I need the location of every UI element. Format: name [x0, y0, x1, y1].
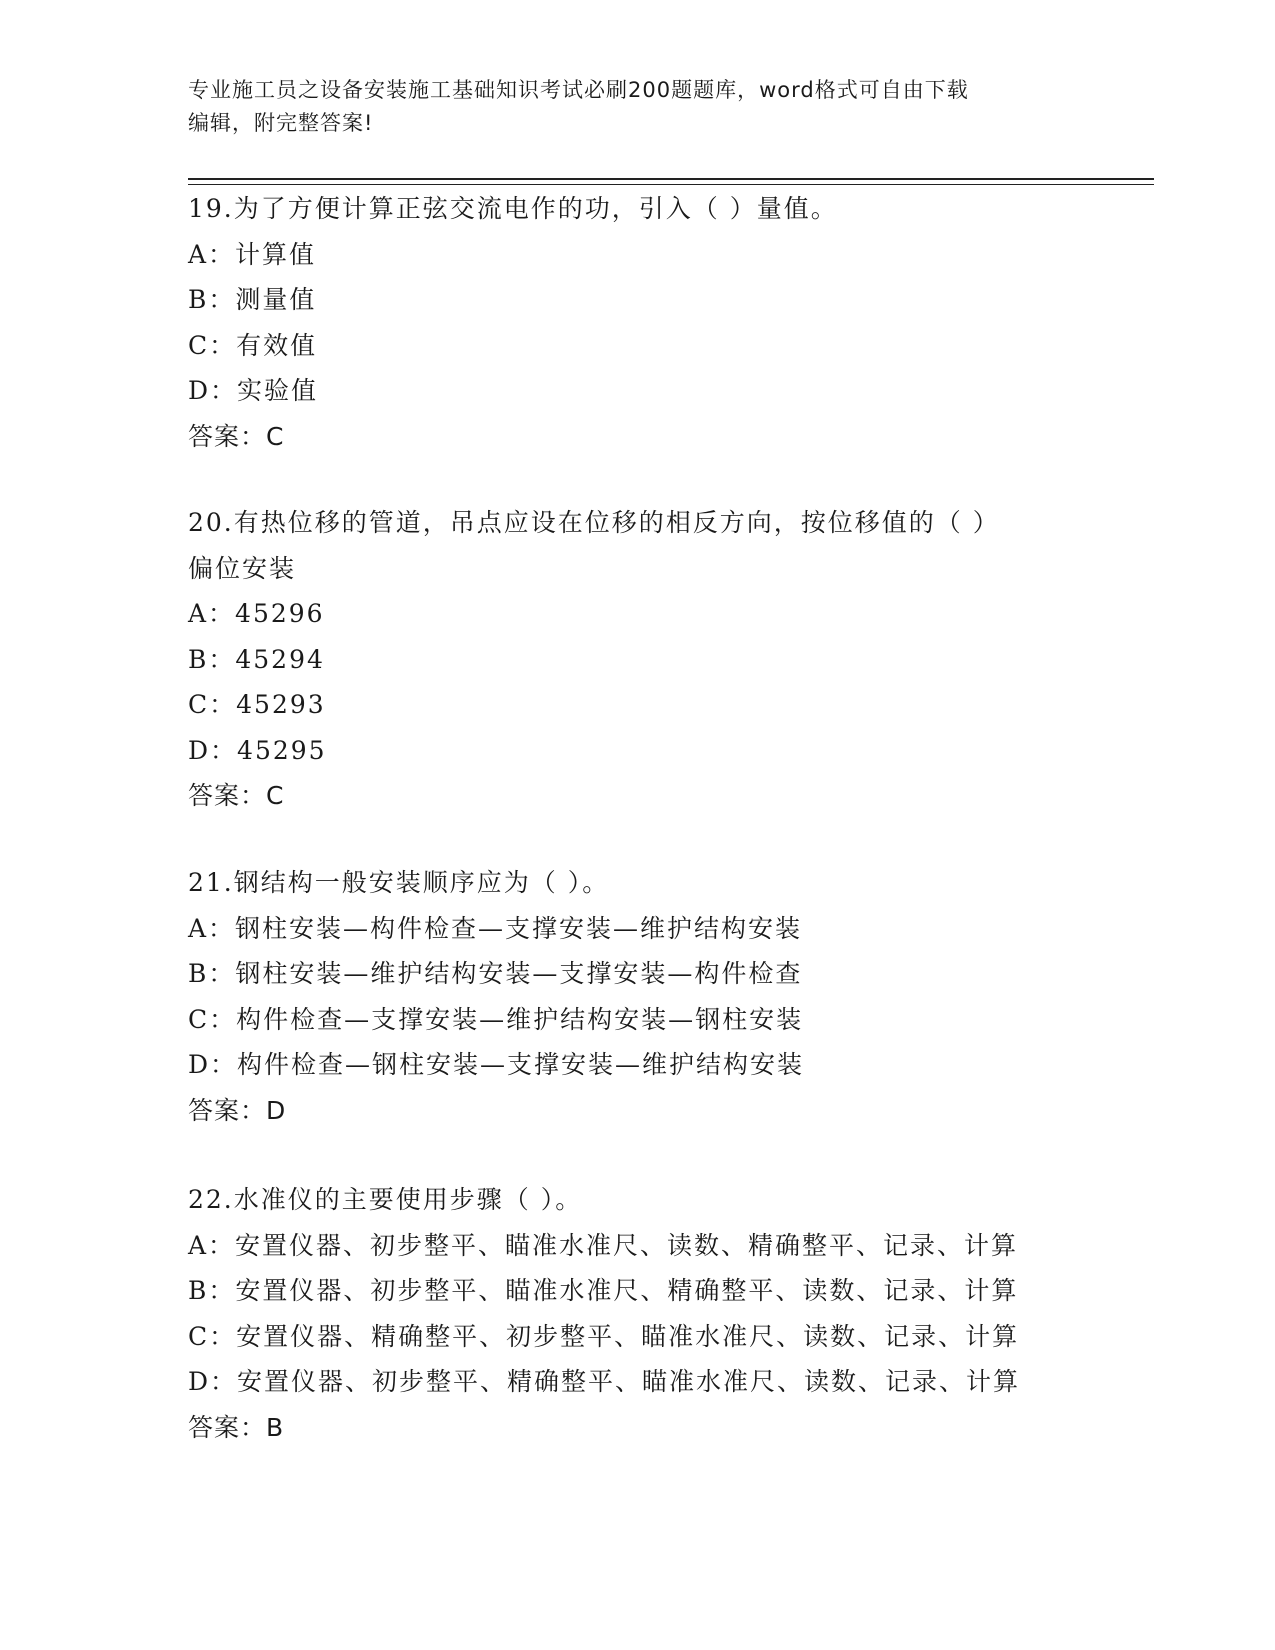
- question-stem: 22.水准仪的主要使用步骤（ ）。: [188, 1185, 583, 1214]
- question-stem-line-1: 20.有热位移的管道，吊点应设在位移的相反方向，按位移值的（ ）: [188, 508, 1000, 537]
- option-d: D：实验值: [188, 376, 319, 405]
- header-divider-thin: [188, 184, 1154, 185]
- header-divider-thick: [188, 178, 1154, 180]
- option-c: C：45293: [188, 690, 326, 719]
- answer: 答案：D: [188, 1095, 287, 1125]
- option-b: B：安置仪器、初步整平、瞄准水准尺、精确整平、读数、记录、计算: [188, 1276, 1019, 1305]
- option-c: C：构件检查—支撑安装—维护结构安装—钢柱安装: [188, 1004, 804, 1034]
- option-b: B：45294: [188, 644, 325, 674]
- document-header: [188, 74, 1068, 140]
- option-a: A：安置仪器、初步整平、瞄准水准尺、读数、精确整平、记录、计算: [188, 1230, 1019, 1260]
- question-19: [188, 186, 1068, 459]
- question-22: [188, 1177, 1068, 1450]
- option-c: C：安置仪器、精确整平、初步整平、瞄准水准尺、读数、记录、计算: [188, 1321, 1020, 1351]
- question-stem: 19.为了方便计算正弦交流电作的功，引入（ ）量值。: [188, 194, 838, 223]
- option-a: A：钢柱安装—构件检查—支撑安装—维护结构安装: [188, 913, 803, 943]
- option-a: A：45296: [188, 599, 325, 628]
- question-21: [188, 860, 1068, 1133]
- answer: 答案：B: [188, 1412, 285, 1442]
- answer: 答案：C: [188, 421, 285, 451]
- header-line-2: 编辑，附完整答案!: [188, 111, 374, 135]
- header-line-1: 专业施工员之设备安装施工基础知识考试必刷200题题库，word格式可自由下载: [188, 78, 969, 102]
- answer: 答案：C: [188, 781, 285, 810]
- option-a: A：计算值: [188, 239, 317, 269]
- option-d: D：构件检查—钢柱安装—支撑安装—维护结构安装: [188, 1050, 805, 1079]
- question-stem-line-2: 偏位安装: [188, 553, 297, 583]
- option-b: B：测量值: [188, 285, 317, 314]
- question-stem: 21.钢结构一般安装顺序应为（ ）。: [188, 868, 610, 897]
- option-b: B：钢柱安装—维护结构安装—支撑安装—构件检查: [188, 959, 803, 988]
- question-20: [188, 500, 1068, 819]
- option-c: C：有效值: [188, 330, 318, 360]
- option-d: D：45295: [188, 735, 327, 765]
- option-d: D：安置仪器、初步整平、精确整平、瞄准水准尺、读数、记录、计算: [188, 1367, 1021, 1396]
